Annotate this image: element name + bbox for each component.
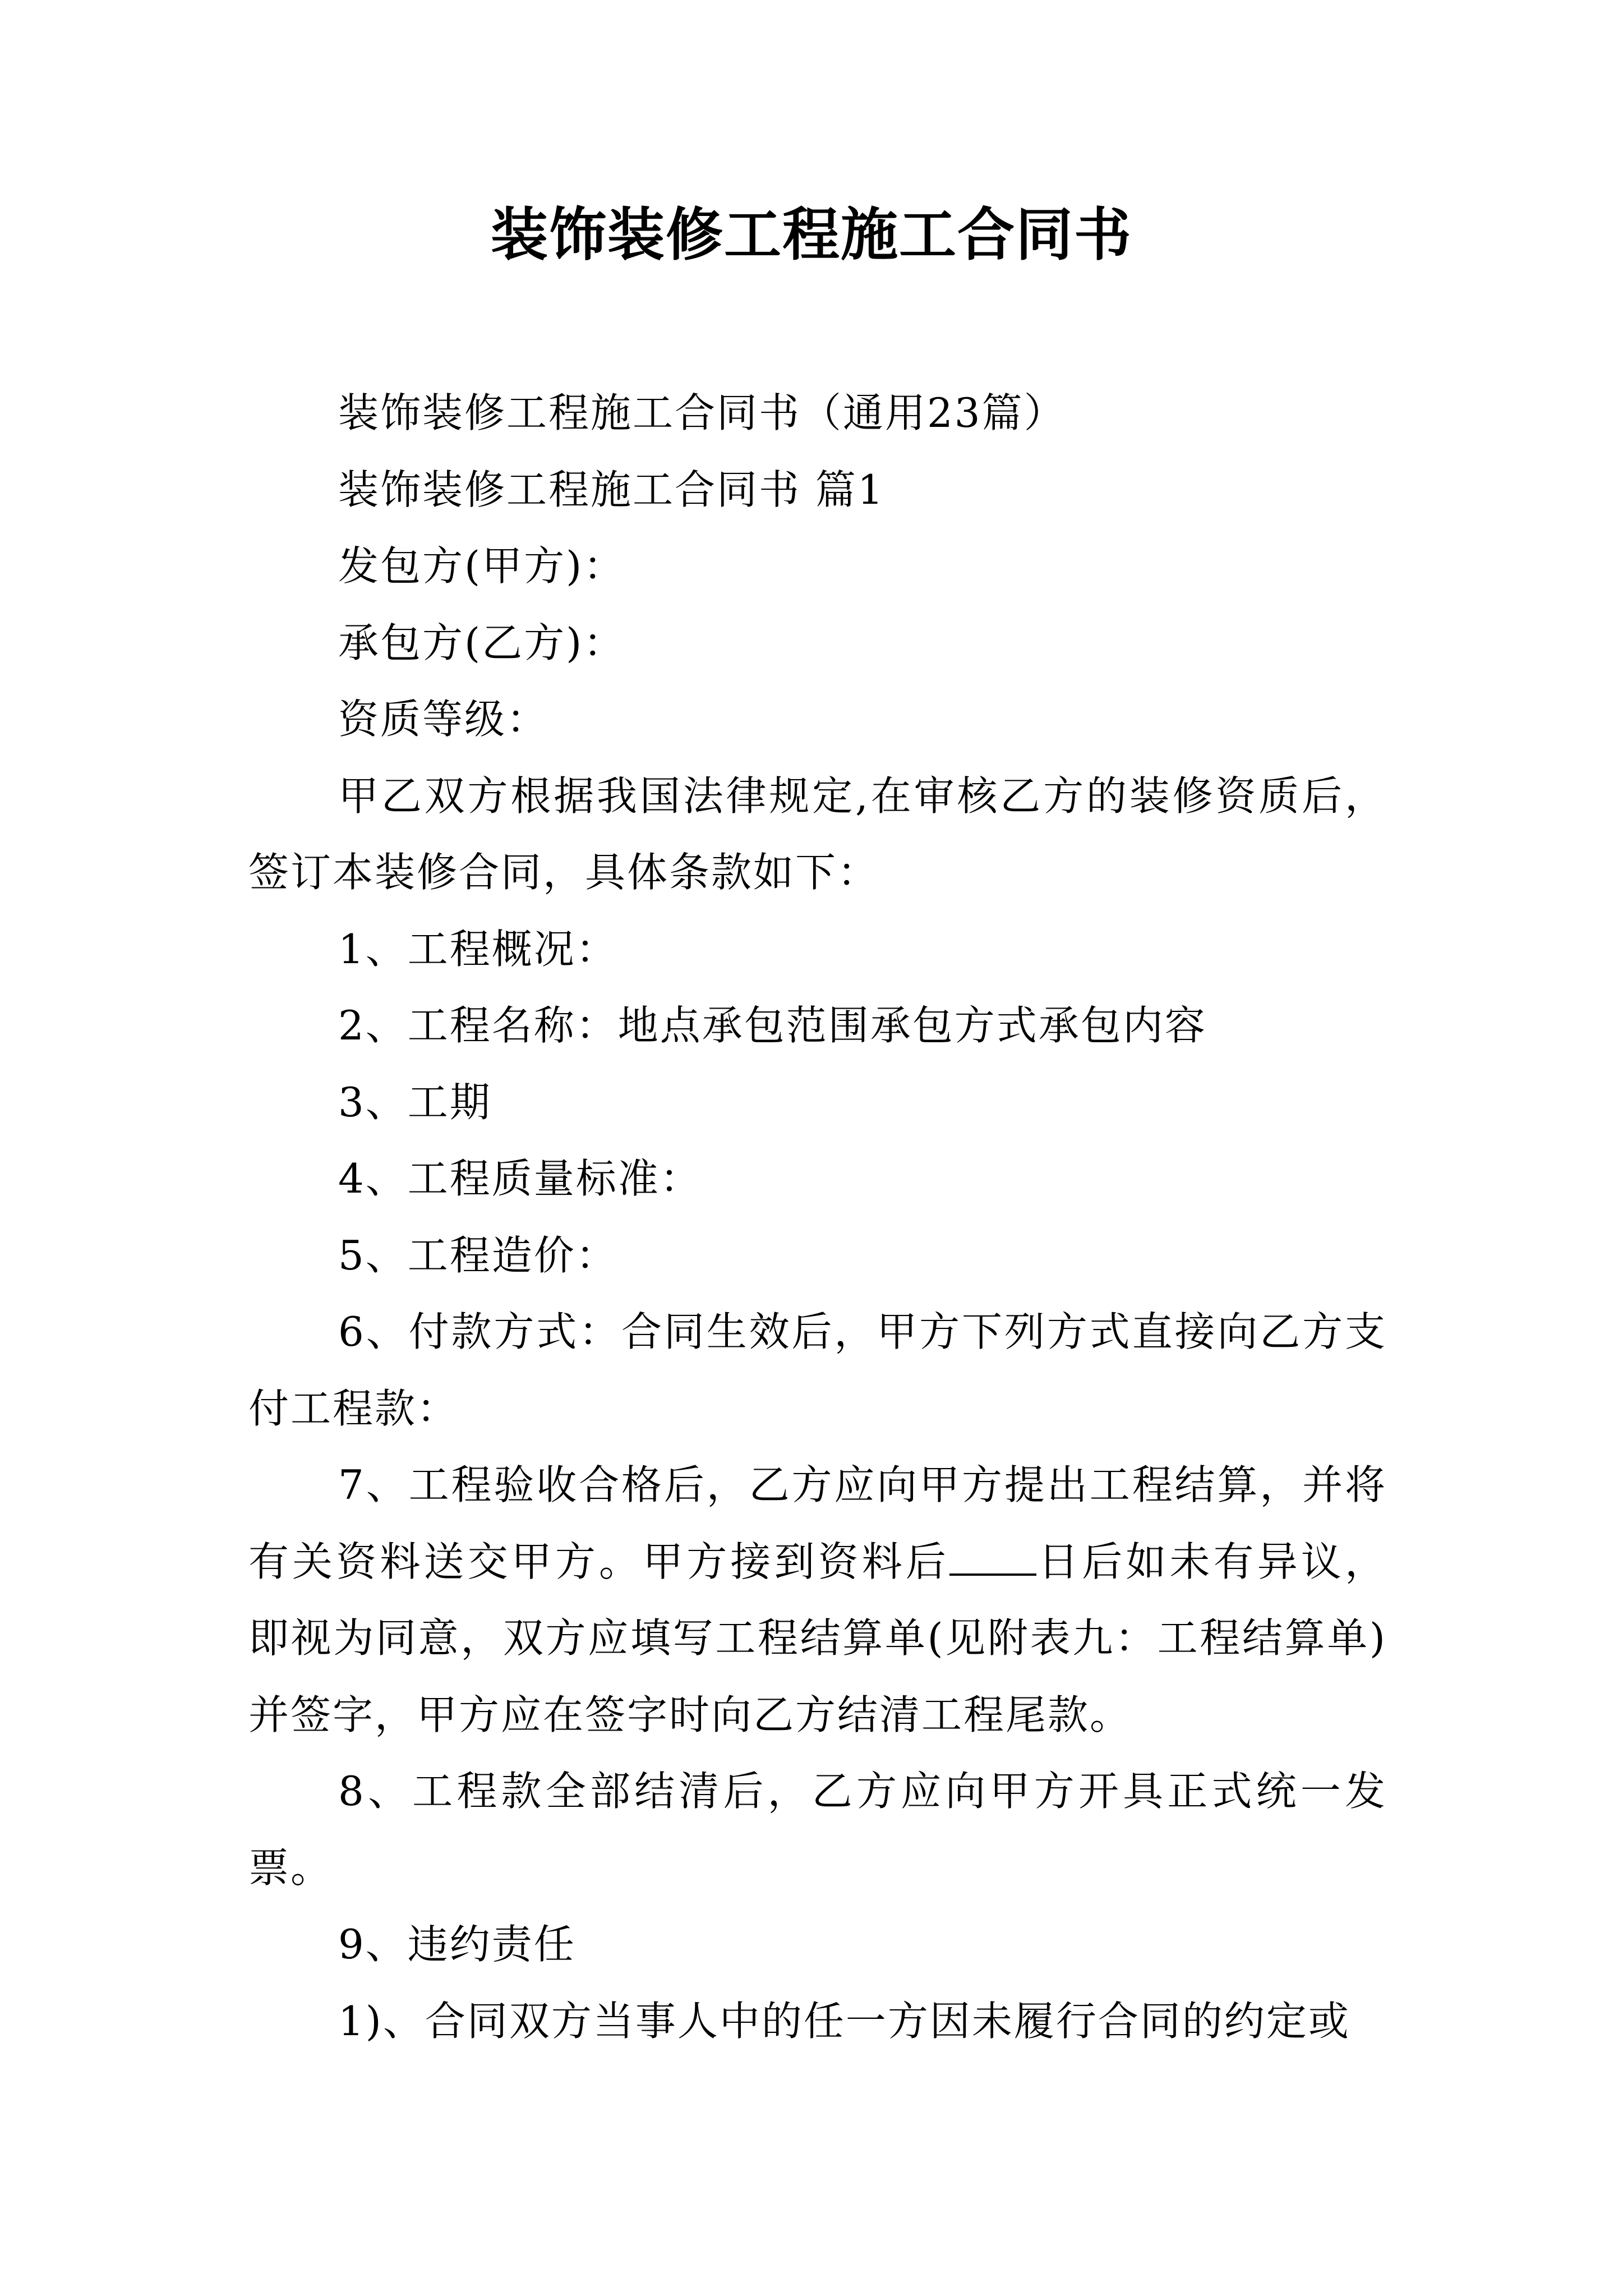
intro-paragraph: 甲乙双方根据我国法律规定,在审核乙方的装修资质后，签订本装修合同，具体条款如下： [248, 772, 1387, 896]
clause-4: 4、工程质量标准： [338, 1155, 702, 1202]
qualification-line: 资质等级： [338, 696, 549, 743]
clause-9: 9、违约责任 [338, 1921, 576, 1968]
subtitle-line: 装饰装修工程施工合同书（通用23篇） [338, 389, 1066, 436]
clause-2: 2、工程名称：地点承包范围承包方式承包内容 [338, 1002, 1207, 1049]
party-a-line: 发包方(甲方)： [338, 542, 626, 590]
clause-7-part2: 日后如未有异议，即视为同意，双方应填写工程结算单(见附表九：工程结算单)并签字，甲方应在签字时向乙方结清工程尾款。 [248, 1538, 1387, 1738]
document-title: 装饰装修工程施工合同书 [491, 202, 1132, 269]
clause-7 [248, 1447, 1387, 1753]
party-b-line: 承包方(乙方)： [338, 619, 626, 666]
clause-9-1: 1)、合同双方当事人中的任一方因未履行合同的约定或 [338, 1997, 1350, 2045]
document-body [248, 375, 1387, 2059]
clause-1: 1、工程概况： [338, 925, 618, 973]
clause-3: 3、工期 [338, 1078, 492, 1126]
blank-days-field [949, 1540, 1036, 1576]
clause-7-part1: 7、工程验收合格后，乙方应向甲方提出工程结算，并将有关资料送交甲方。甲方接到资料后 [248, 1461, 1387, 1585]
clause-5: 5、工程造价： [338, 1231, 618, 1279]
section-heading: 装饰装修工程施工合同书 篇1 [338, 466, 885, 513]
clause-8: 8、工程款全部结清后，乙方应向甲方开具正式统一发票。 [248, 1768, 1387, 1892]
clause-6: 6、付款方式：合同生效后，甲方下列方式直接向乙方支付工程款： [248, 1308, 1387, 1432]
